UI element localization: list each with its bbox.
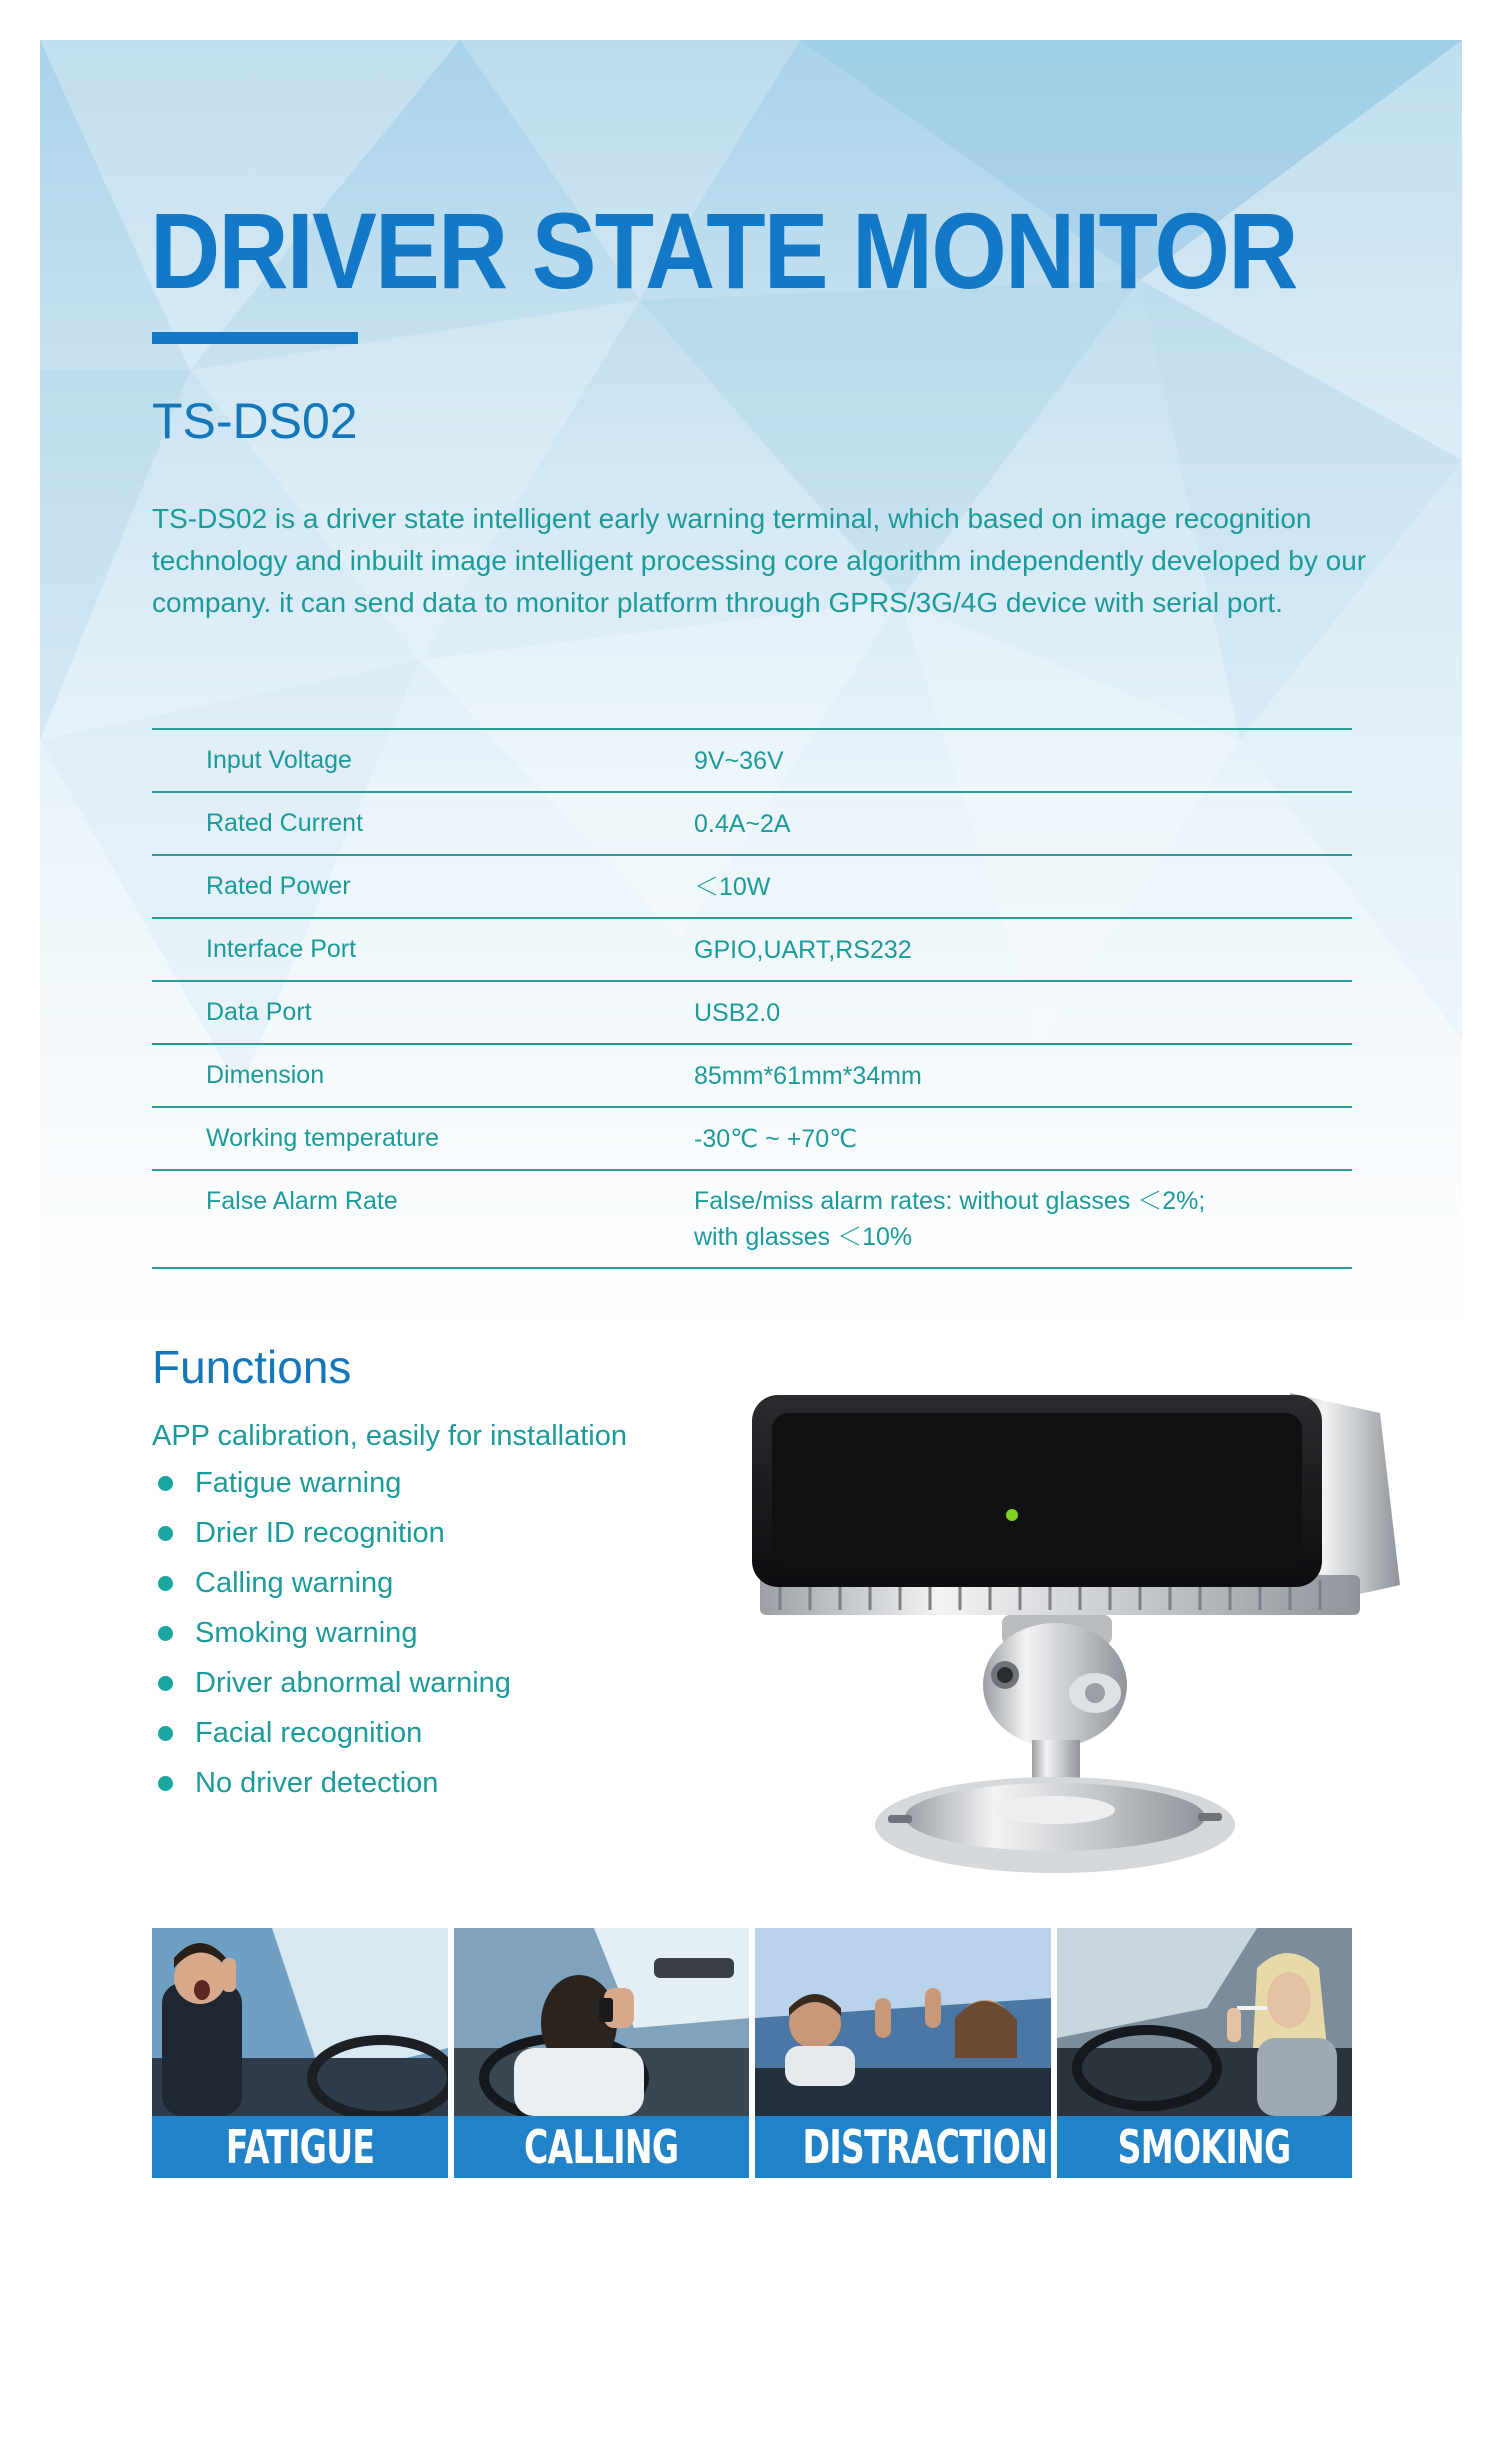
spec-label: False Alarm Rate xyxy=(206,1187,398,1215)
list-item xyxy=(152,1508,511,1558)
spec-label: Input Voltage xyxy=(206,746,352,774)
distraction-photo xyxy=(755,1928,1051,2116)
tile-label-text: FATIGUE xyxy=(225,2120,375,2174)
tile-label-text: SMOKING xyxy=(1118,2120,1291,2174)
bullet-icon xyxy=(158,1776,173,1791)
scenario-tiles xyxy=(152,1928,1352,2178)
spec-row-data-port xyxy=(152,982,1352,1045)
product-description: TS-DS02 is a driver state intelligent early warning terminal, which based on image recognition technology and inbuilt image intelligent processing core algorithm independently developed by our company. it can send data to monitor platform through GPRS/3G/4G device with serial port. xyxy=(152,503,1367,618)
device-illustration xyxy=(700,1365,1420,1905)
function-label: Driver abnormal warning xyxy=(195,1666,511,1699)
list-item xyxy=(152,1708,511,1758)
function-label: Facial recognition xyxy=(195,1716,423,1749)
bullet-icon xyxy=(158,1726,173,1741)
functions-subtitle: APP calibration, easily for installation xyxy=(152,1420,627,1452)
title-underline xyxy=(152,332,358,344)
functions-title: Functions xyxy=(152,1341,352,1393)
spec-value-line: False/miss alarm rates: without glasses ＜2%; xyxy=(694,1187,1206,1215)
bullet-icon xyxy=(158,1576,173,1591)
list-item xyxy=(152,1758,511,1808)
function-label: Smoking warning xyxy=(195,1616,418,1649)
spec-label: Rated Current xyxy=(206,809,364,837)
tile-distraction xyxy=(755,1928,1051,2178)
spec-row-interface-port xyxy=(152,919,1352,982)
calling-photo xyxy=(454,1928,750,2116)
spec-label: Working temperature xyxy=(206,1124,439,1152)
spec-value: 9V~36V xyxy=(694,746,784,775)
tile-label xyxy=(454,2116,750,2178)
bullet-icon xyxy=(158,1626,173,1641)
spec-value: 0.4A~2A xyxy=(694,809,791,838)
list-item xyxy=(152,1608,511,1658)
fatigue-photo xyxy=(152,1928,448,2116)
spec-row-rated-current xyxy=(152,793,1352,856)
status-led-icon xyxy=(1006,1509,1018,1521)
list-item xyxy=(152,1458,511,1508)
spec-row-input-voltage xyxy=(152,730,1352,793)
spec-table xyxy=(152,728,1352,1269)
function-label: Drier ID recognition xyxy=(195,1516,445,1549)
smoking-photo xyxy=(1057,1928,1353,2116)
tile-label xyxy=(755,2116,1051,2178)
bullet-icon xyxy=(158,1526,173,1541)
bullet-icon xyxy=(158,1676,173,1691)
list-item xyxy=(152,1658,511,1708)
poster-panel xyxy=(40,40,1462,2270)
spec-label: Data Port xyxy=(206,998,312,1026)
function-label: No driver detection xyxy=(195,1766,439,1799)
bullet-icon xyxy=(158,1476,173,1491)
functions-list xyxy=(152,1458,511,1808)
tile-label-text: DISTRACTION xyxy=(802,2120,1048,2174)
spec-value: GPIO,UART,RS232 xyxy=(694,935,912,964)
spec-label: Dimension xyxy=(206,1061,325,1089)
spec-value-line: with glasses ＜10% xyxy=(694,1223,913,1251)
spec-row-dimension xyxy=(152,1045,1352,1108)
tile-label xyxy=(152,2116,448,2178)
tile-fatigue xyxy=(152,1928,448,2178)
tile-label-text: CALLING xyxy=(524,2120,679,2174)
function-label: Calling warning xyxy=(195,1566,394,1599)
spec-label: Interface Port xyxy=(206,935,357,963)
spec-row-false-alarm-rate xyxy=(152,1171,1352,1269)
spec-value: 85mm*61mm*34mm xyxy=(694,1061,922,1090)
spec-value: USB2.0 xyxy=(694,998,781,1027)
spec-row-working-temperature xyxy=(152,1108,1352,1171)
spec-value xyxy=(694,1171,1352,1267)
model-name: TS-DS02 xyxy=(152,393,358,449)
spec-value: -30℃ ~ +70℃ xyxy=(694,1124,858,1153)
spec-label: Rated Power xyxy=(206,872,351,900)
tile-calling xyxy=(454,1928,750,2178)
spec-value: ＜10W xyxy=(694,872,771,901)
page-title: DRIVER STATE MONITOR xyxy=(150,190,1297,311)
list-item xyxy=(152,1558,511,1608)
tile-label xyxy=(1057,2116,1353,2178)
function-label: Fatigue warning xyxy=(195,1466,402,1499)
tile-smoking xyxy=(1057,1928,1353,2178)
spec-row-rated-power xyxy=(152,856,1352,919)
